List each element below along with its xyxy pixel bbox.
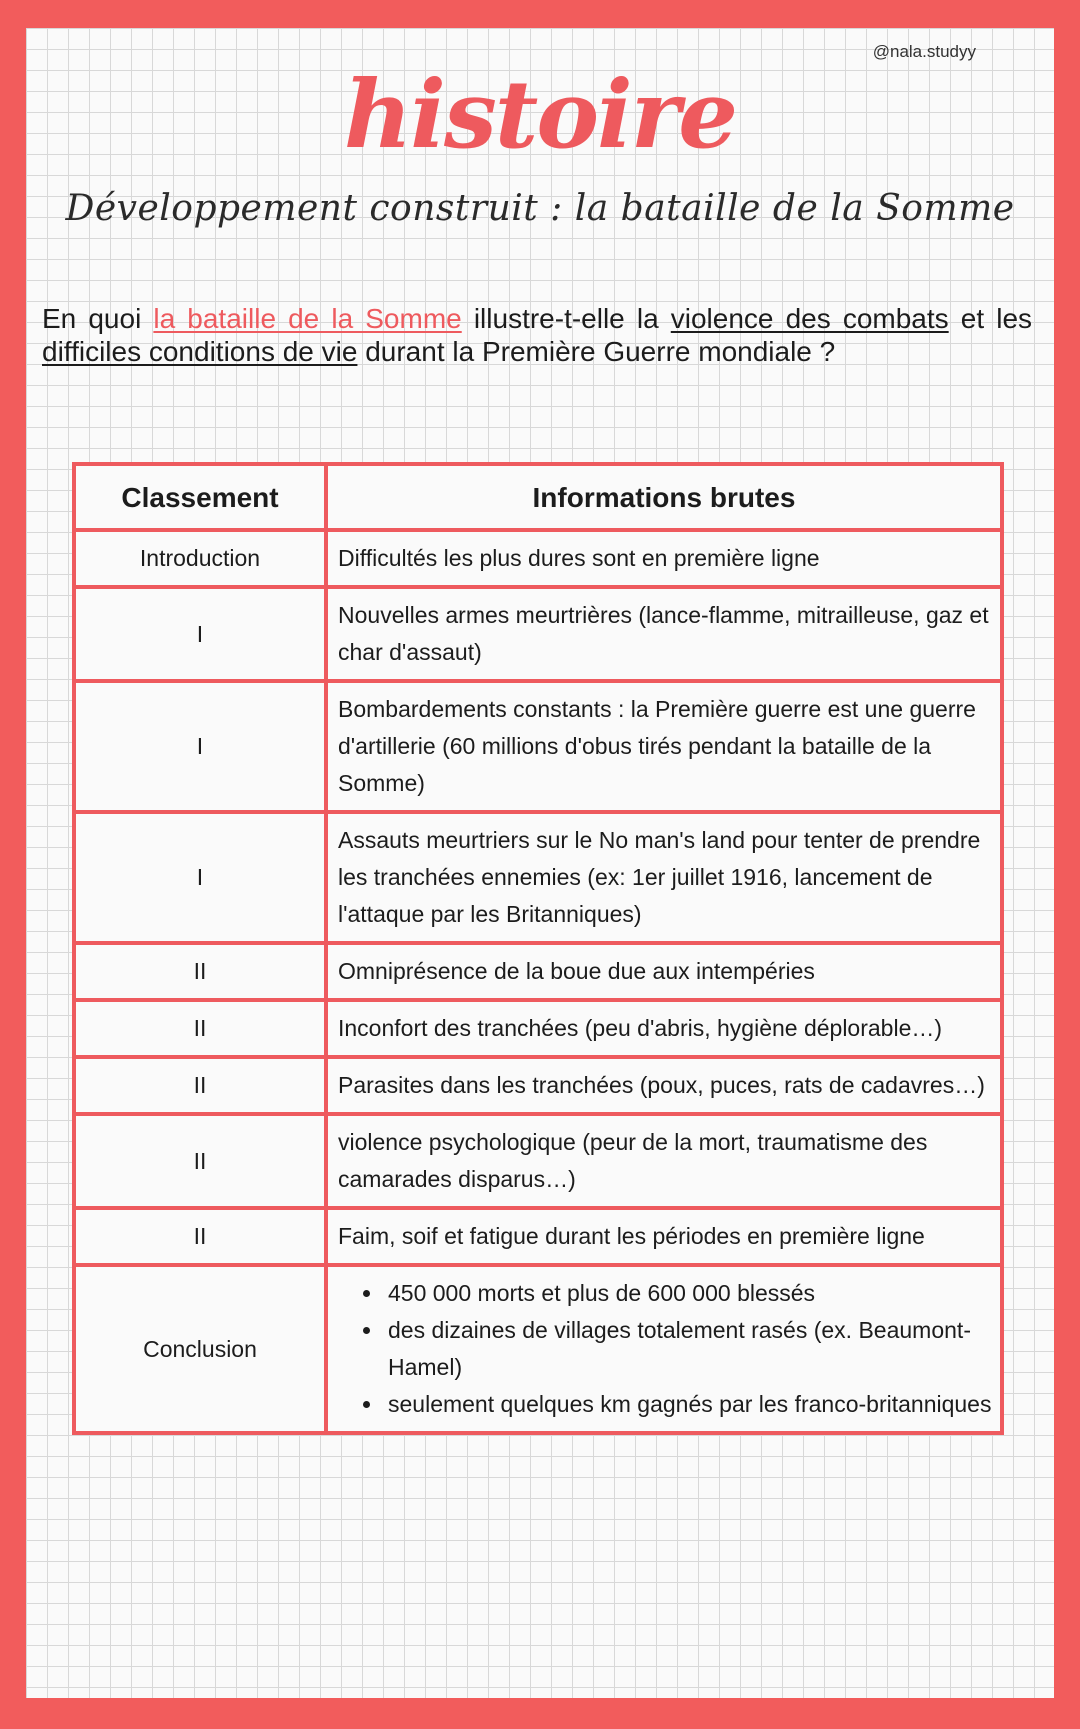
question-text: et les	[948, 303, 1033, 334]
bullet-item: • seulement quelques km gagnés par les franco-britanniques	[384, 1386, 992, 1423]
rank-cell: I	[74, 812, 326, 943]
question-underline: difficiles conditions de vie	[42, 336, 358, 367]
question-text: En quoi	[42, 303, 154, 334]
info-cell: Inconfort des tranchées (peu d'abris, hygiène déplorable…)	[326, 1000, 1002, 1057]
info-cell	[326, 1265, 1002, 1433]
info-cell: violence psychologique (peur de la mort, traumatisme des camarades disparus…)	[326, 1114, 1002, 1208]
table-row	[74, 587, 1002, 681]
info-table	[72, 462, 1004, 1435]
info-cell: Assauts meurtriers sur le No man's land pour tenter de prendre les tranchées ennemies (ex: 1er juillet 1916, lancement de l'attaque par les Britanniques)	[326, 812, 1002, 943]
table-row-conclusion	[74, 1265, 1002, 1433]
question-text: illustre-t-elle la	[461, 303, 671, 334]
bullet-item: • des dizaines de villages totalement rasés (ex. Beaumont-Hamel)	[384, 1312, 992, 1386]
info-cell: Nouvelles armes meurtrières (lance-flamme, mitrailleuse, gaz et char d'assaut)	[326, 587, 1002, 681]
table-row	[74, 1114, 1002, 1208]
rank-cell: Introduction	[74, 530, 326, 587]
table-row	[74, 1057, 1002, 1114]
info-cell: Faim, soif et fatigue durant les périodes en première ligne	[326, 1208, 1002, 1265]
info-cell: Parasites dans les tranchées (poux, puces, rats de cadavres…)	[326, 1057, 1002, 1114]
info-cell: Difficultés les plus dures sont en première ligne	[326, 530, 1002, 587]
column-header-informations: Informations brutes	[326, 464, 1002, 530]
bullet-item: • 450 000 morts et plus de 600 000 blessés	[384, 1275, 992, 1312]
info-cell: Bombardements constants : la Première guerre est une guerre d'artillerie (60 millions d'obus tirés pendant la bataille de la Somme)	[326, 681, 1002, 812]
table-row	[74, 681, 1002, 812]
table-header-row	[74, 464, 1002, 530]
question-highlight: la bataille de la Somme	[153, 303, 462, 334]
column-header-classement: Classement	[74, 464, 326, 530]
table-row	[74, 943, 1002, 1000]
question-underline: violence des combats	[670, 303, 949, 334]
page-subtitle: Développement construit : la bataille de la Somme	[65, 188, 1015, 229]
rank-cell: I	[74, 587, 326, 681]
rank-cell: Conclusion	[74, 1265, 326, 1433]
rank-cell: II	[74, 943, 326, 1000]
info-cell: Omniprésence de la boue due aux intempéries	[326, 943, 1002, 1000]
page-title: histoire	[343, 60, 737, 170]
table-row	[74, 1208, 1002, 1265]
rank-cell: II	[74, 1057, 326, 1114]
table-row	[74, 1000, 1002, 1057]
table-row	[74, 812, 1002, 943]
rank-cell: I	[74, 681, 326, 812]
notebook-sheet	[26, 28, 1054, 1698]
conclusion-bullet-list	[338, 1275, 992, 1423]
question-text: durant la Première Guerre mondiale ?	[357, 336, 836, 367]
author-handle: @nala.studyy	[872, 42, 976, 61]
rank-cell: II	[74, 1000, 326, 1057]
table-row	[74, 530, 1002, 587]
rank-cell: II	[74, 1208, 326, 1265]
problem-question	[42, 302, 1032, 368]
rank-cell: II	[74, 1114, 326, 1208]
